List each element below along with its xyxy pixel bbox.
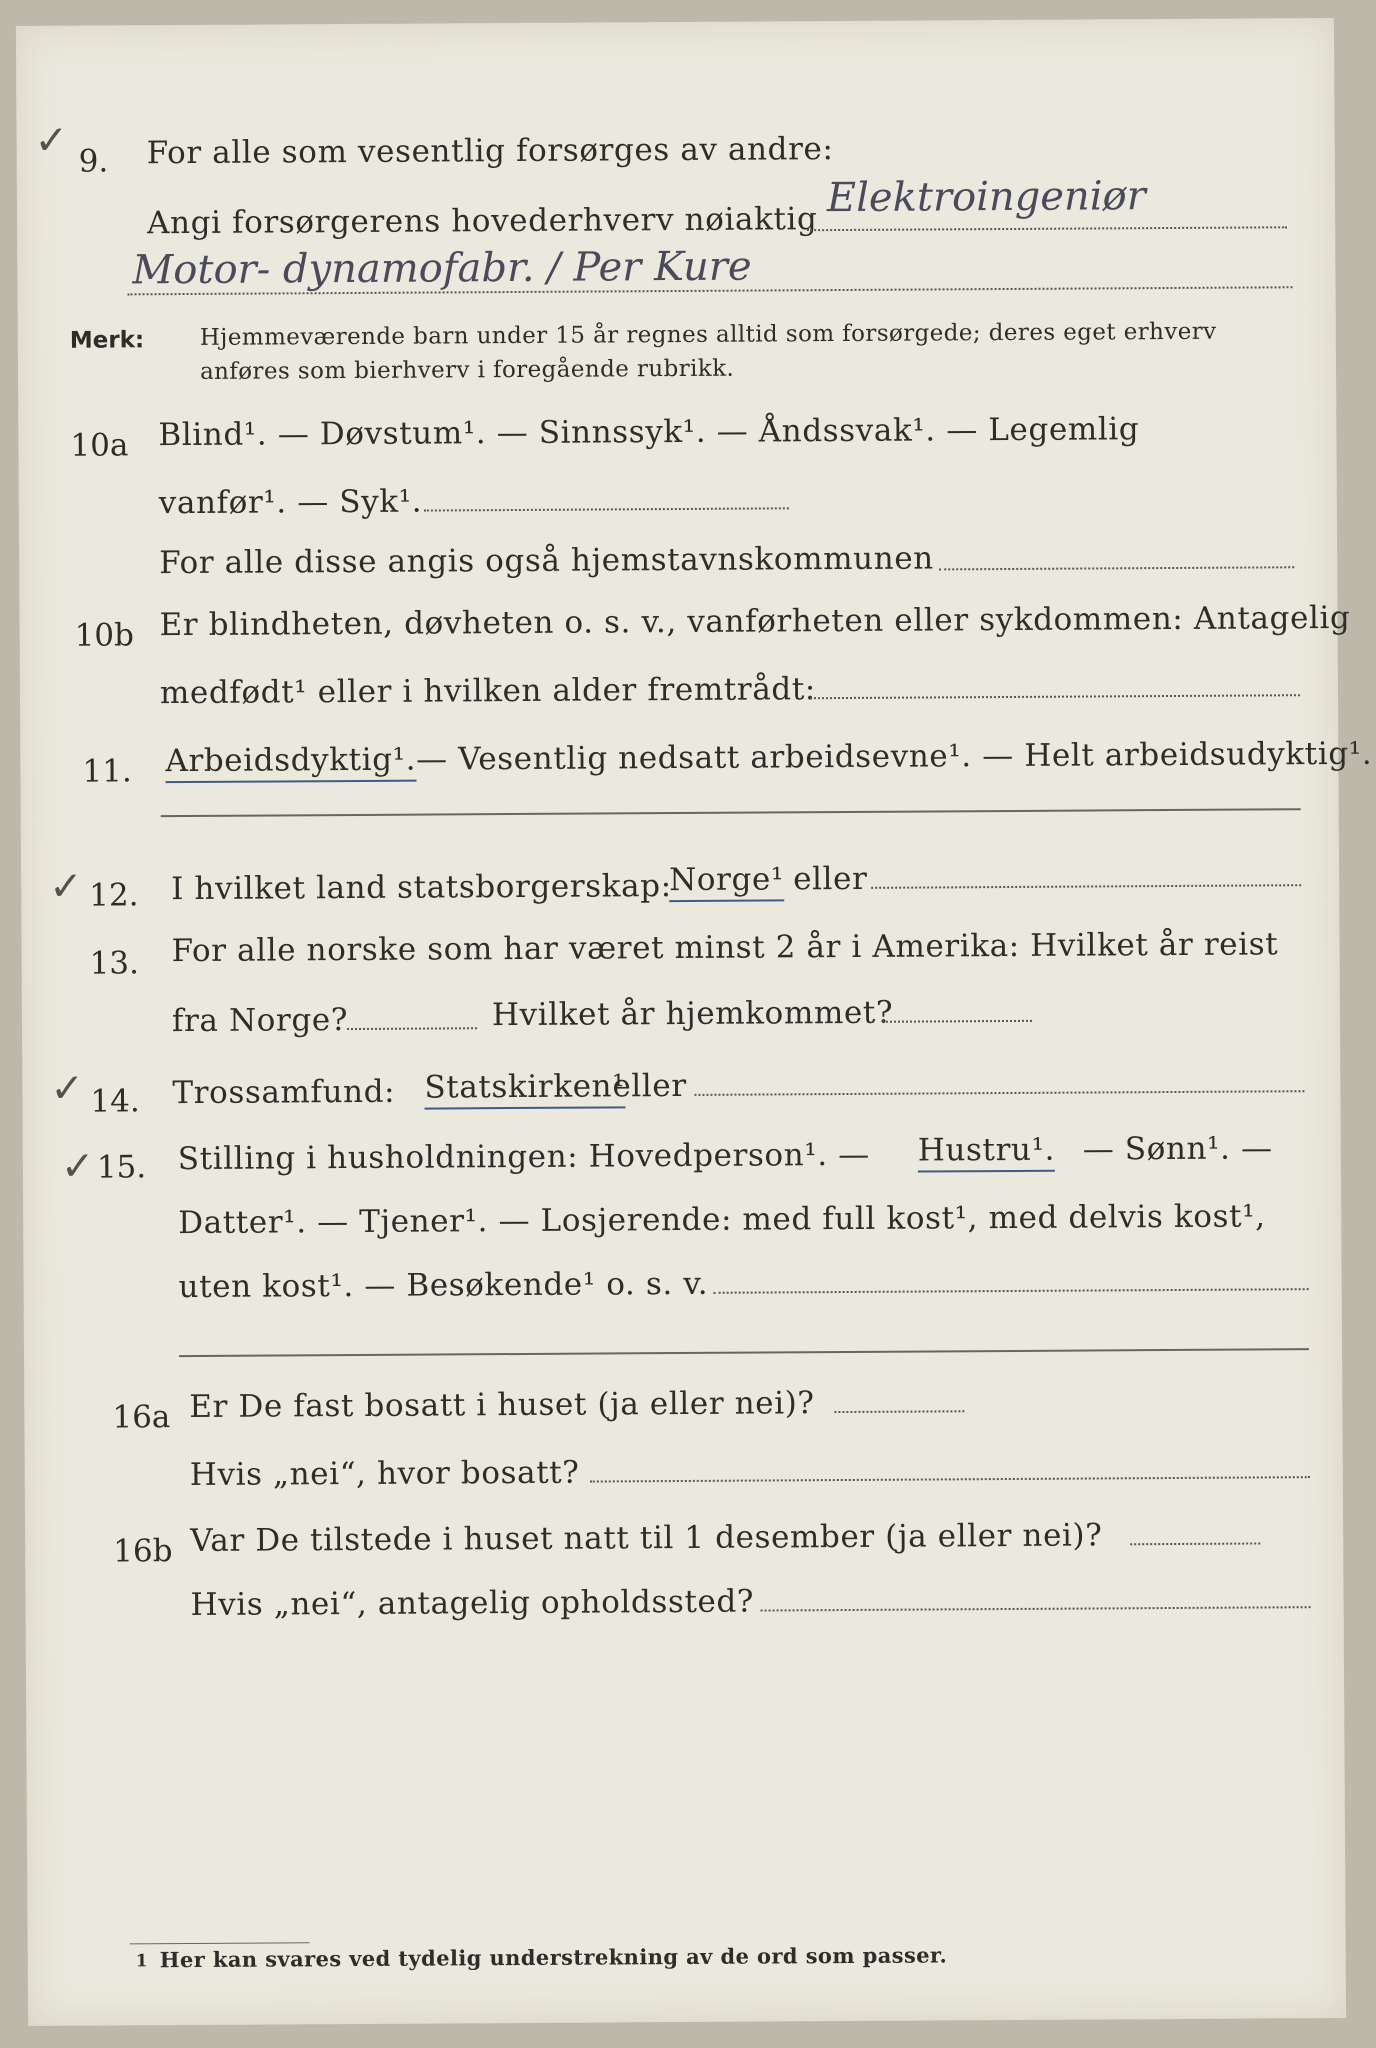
q13-departure-year-line (347, 1027, 477, 1030)
q15-line-1-prefix: Stilling i husholdningen: Hovedperson¹. — (177, 1136, 870, 1178)
q16a-line-2: Hvis „nei“, hvor bosatt? (189, 1454, 580, 1494)
q14-suffix: eller (612, 1067, 687, 1105)
q10b-number: 10b (74, 617, 135, 654)
q16b-line-1: Var De tilstede i huset natt til 1 desember (ja eller nei)? (190, 1517, 1103, 1560)
check-mark-icon: ✓ (34, 117, 69, 164)
q10a-line-3: For alle disse angis også hjemstavnskommunen (159, 540, 934, 582)
q13-line-1: For alle norske som har været minst 2 år i Amerika: Hvilket år reist (171, 926, 1279, 970)
merk-label: Merk: (69, 327, 145, 354)
q9-number: 9. (78, 143, 109, 180)
q13-return-year-line (882, 1020, 1032, 1023)
q16b-line-2: Hvis „nei“, antagelig opholdssted? (190, 1583, 755, 1624)
q12-answer-line (871, 884, 1301, 889)
q11-text (165, 736, 1372, 779)
q16b-number: 16b (113, 1533, 173, 1570)
merk-note-line-1: Hjemmeværende barn under 15 år regnes alltid som forsørgede; deres eget erhverv (199, 318, 1217, 351)
q11-number: 11. (82, 753, 132, 790)
q9-prompt: Angi forsørgerens hovederhverv nøiaktig (147, 201, 818, 242)
q16a-location-line (590, 1476, 1310, 1482)
check-mark-icon: ✓ (49, 863, 83, 910)
q15-answer-line-2 (179, 1348, 1309, 1357)
q11-answer-line (161, 808, 1301, 817)
q15-answer-line-1 (714, 1288, 1309, 1294)
q16b-answer-line (1130, 1542, 1260, 1545)
q9-answer-line-1 (807, 226, 1287, 231)
q16a-number: 16a (112, 1399, 171, 1436)
q15-option-underlined: Hustru¹. (918, 1132, 1055, 1173)
q14-number: 14. (90, 1083, 140, 1120)
q15-line-2: Datter¹. — Tjener¹. — Losjerende: med full kost¹, med delvis kost¹, (178, 1198, 1266, 1242)
q16a-answer-line (834, 1410, 964, 1413)
q11-option-underlined: Arbeidsdyktig¹. (165, 742, 416, 784)
q10a-answer-line (424, 507, 789, 511)
q10b-line-2: medfødt¹ eller i hvilken alder fremtrådt: (159, 671, 817, 712)
q14-option-underlined: Statskirken¹ (424, 1068, 625, 1109)
q10a-line-2: vanfør¹. — Syk¹. (158, 483, 423, 522)
q12-option-underlined: Norge¹ (669, 861, 784, 902)
q15-line-3: uten kost¹. — Besøkende¹ o. s. v. (178, 1265, 709, 1306)
q11-rest: — Vesentlig nedsatt arbeidsevne¹. — Helt arbeidsudyktig¹. (415, 735, 1373, 778)
q13-line-2b: Hvilket år hjemkommet? (491, 994, 894, 1034)
check-mark-icon: ✓ (50, 1065, 85, 1112)
q15-line-1-suffix: — Sønn¹. — (1082, 1130, 1273, 1168)
q10b-answer-line (810, 694, 1300, 699)
q10a-number: 10a (70, 427, 129, 464)
q12-number: 12. (89, 877, 139, 914)
q9-handwritten-answer-1: Elektroingeniør (826, 173, 1146, 222)
census-form-page (16, 18, 1373, 2026)
q16b-location-line (761, 1606, 1311, 1611)
q14-answer-line (694, 1090, 1304, 1096)
q16a-line-1: Er De fast bosatt i huset (ja eller nei)? (189, 1385, 815, 1426)
footnote-text: Her kan svares ved tydelig understrekning av de ord som passer. (159, 1942, 948, 1973)
q10b-line-1: Er blindheten, døvheten o. s. v., vanførheten eller sykdommen: Antagelig (159, 599, 1351, 644)
footnote-mark: 1 (135, 1951, 149, 1972)
q9-title: For alle som vesentlig forsørges av andre: (146, 131, 834, 172)
q12-suffix: eller (793, 860, 868, 898)
q10a-hometown-line (939, 566, 1294, 570)
q13-line-2a: fra Norge? (171, 1002, 349, 1040)
check-mark-icon: ✓ (60, 1143, 95, 1190)
footnote-separator (130, 1942, 310, 1944)
q12-prompt: I hvilket land statsborgerskap: (171, 868, 672, 908)
q9-handwritten-answer-2: Motor- dynamofabr. / Per Kure (132, 243, 752, 294)
q10a-line-1: Blind¹. — Døvstum¹. — Sinnssyk¹. — Åndssvak¹. — Legemlig (158, 411, 1140, 454)
merk-note-line-2: anføres som bierhverv i foregående rubrikk. (199, 355, 735, 385)
q13-number: 13. (89, 945, 140, 982)
q15-number: 15. (96, 1149, 147, 1186)
q14-prompt: Trossamfund: (172, 1073, 396, 1112)
